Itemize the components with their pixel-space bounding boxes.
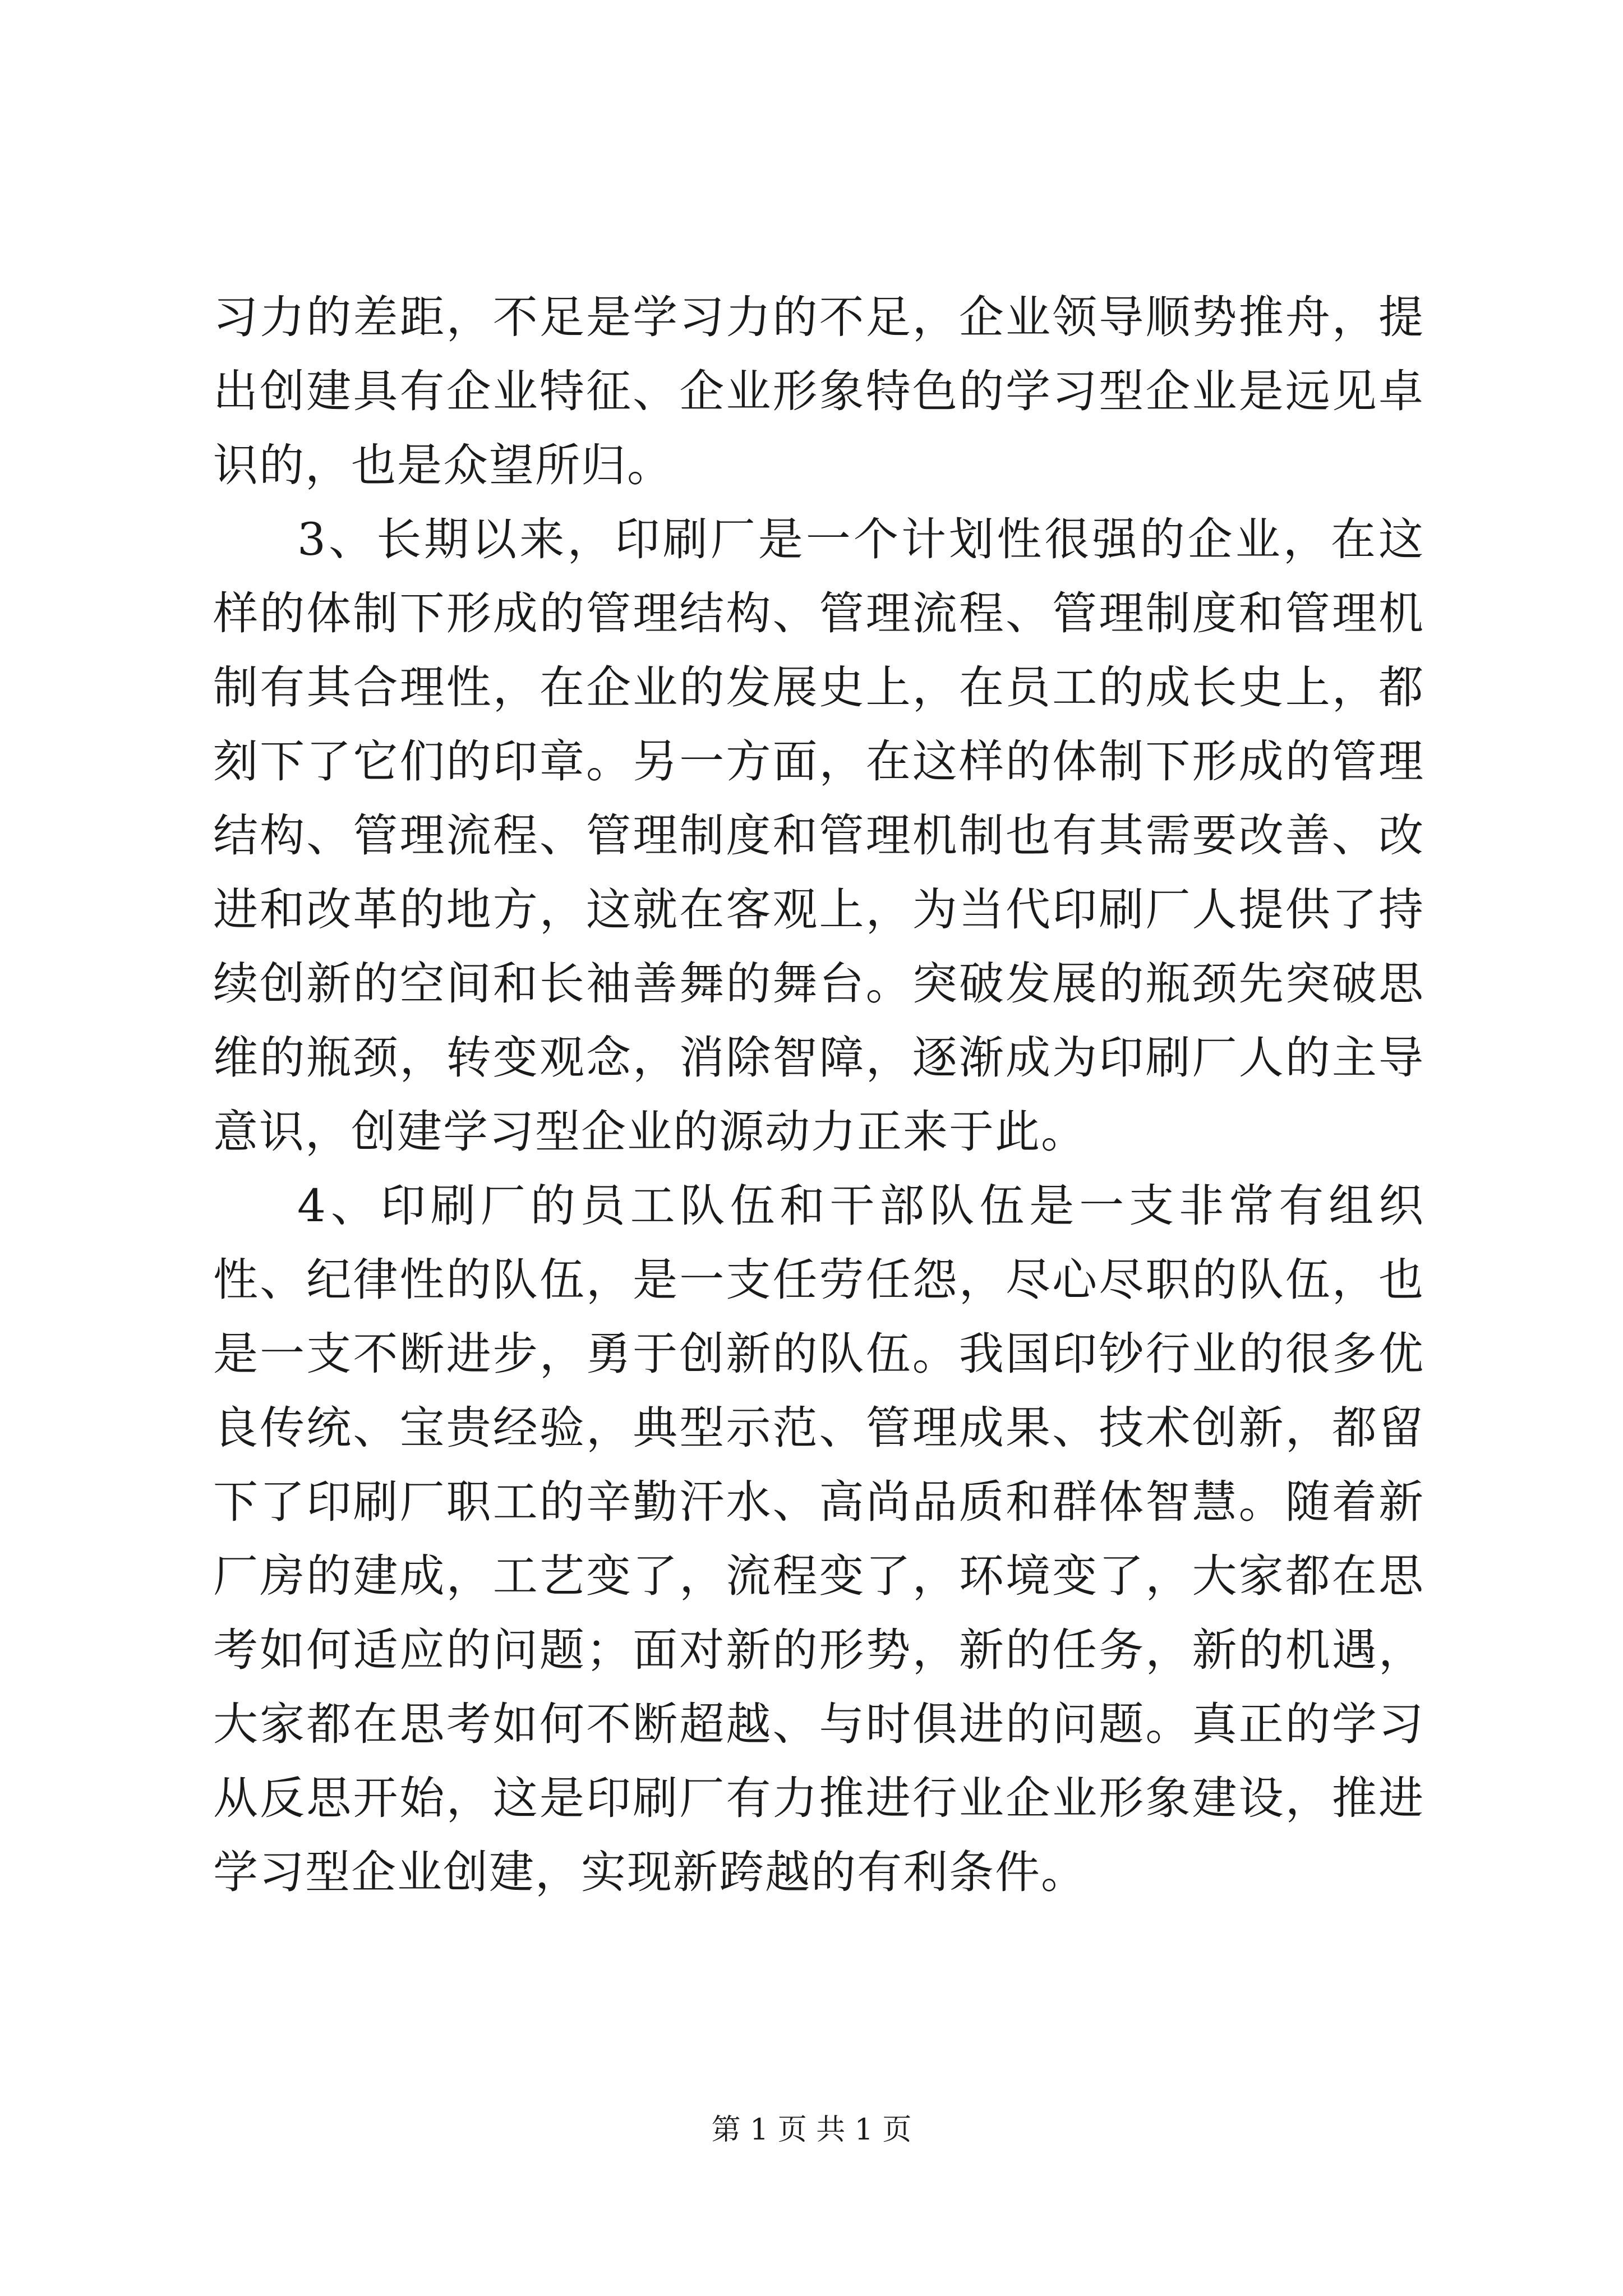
paragraph-continuation: 习力的差距，不足是学习力的不足，企业领导顺势推舟，提出创建具有企业特征、企业形象特色的学习型企业是远见卓识的，也是众望所归。 <box>213 291 1424 491</box>
page-footer: 第 1 页 共 1 页 <box>711 2113 912 2147</box>
document-body <box>213 280 1424 1910</box>
paragraph-3: 3、长期以来，印刷厂是一个计划性很强的企业，在这样的体制下形成的管理结构、管理流程、管理制度和管理机制有其合理性，在企业的发展史上，在员工的成长史上，都刻下了它们的印章。另一方面，在这样的体制下形成的管理结构、管理流程、管理制度和管理机制也有其需要改善、改进和改革的地方，这就在客观上，为当代印刷厂人提供了持续创新的空间和长袖善舞的舞台。突破发展的瓶颈先突破思维的瓶颈，转变观念，消除智障，逐渐成为印刷厂人的主导意识，创建学习型企业的源动力正来于此。 <box>213 513 1424 1158</box>
paragraph-4: 4、印刷厂的员工队伍和干部队伍是一支非常有组织性、纪律性的队伍，是一支任劳任怨，尽心尽职的队伍，也是一支不断进步，勇于创新的队伍。我国印钞行业的很多优良传统、宝贵经验，典型示范、管理成果、技术创新，都留下了印刷厂职工的辛勤汗水、高尚品质和群体智慧。随着新厂房的建成，工艺变了，流程变了，环境变了，大家都在思考如何适应的问题；面对新的形势，新的任务，新的机遇，大家都在思考如何不断超越、与时俱进的问题。真正的学习从反思开始，这是印刷厂有力推进行业企业形象建设，推进学习型企业创建，实现新跨越的有利条件。 <box>213 1180 1424 1898</box>
